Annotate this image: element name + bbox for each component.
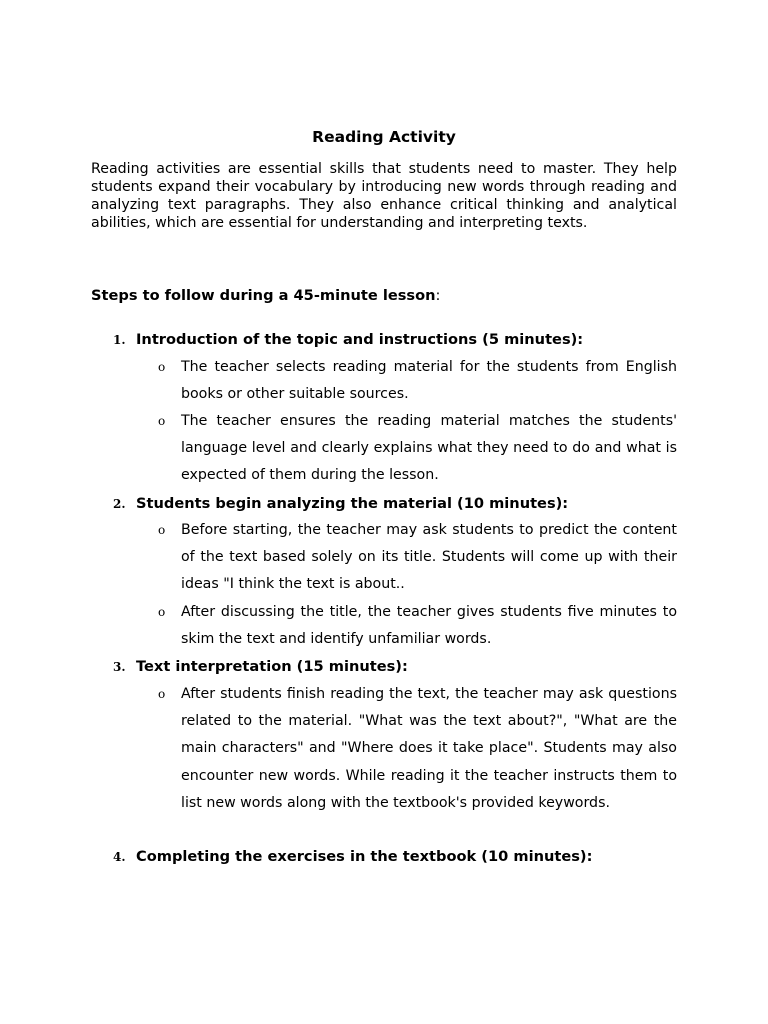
step-title: Introduction of the topic and instructions (5 minutes): — [136, 331, 584, 348]
bullet-icon: o — [158, 605, 166, 619]
step-title: Completing the exercises in the textbook (10 minutes): — [136, 848, 593, 865]
bullet-text: After students finish reading the text, the teacher may ask questions related to the material. "What was the text about?", "What are the main characters" and "Where does it take place". Students may also encounter new words. While reading it the teacher instructs them to list new words along with the textbook's provided keywords. — [181, 686, 677, 811]
bullet-text: The teacher ensures the reading material matches the students' language level and clearly explains what they need to do and what is expected of them during the lesson. — [181, 413, 677, 484]
step-title: Text interpretation (15 minutes): — [136, 658, 408, 675]
bullet-text: Before starting, the teacher may ask students to predict the content of the text based solely on its title. Students will come up with their ideas "I think the text is about.. — [181, 522, 677, 593]
bullet-text: The teacher selects reading material for the students from English books or other suitable sources. — [181, 359, 677, 403]
intro-paragraph: Reading activities are essential skills that students need to master. They help students expand their vocabulary by introducing new words through reading and analyzing text paragraphs. They also enhance critical thinking and analytical abilities, which are essential for understanding and interpreting texts. — [91, 161, 677, 231]
steps-heading-colon: : — [435, 287, 441, 304]
bullet-icon: o — [158, 414, 166, 428]
step-number: 3. — [113, 660, 126, 674]
document-title: Reading Activity — [312, 128, 456, 146]
bullet-icon: o — [158, 360, 166, 374]
steps-heading-text: Steps to follow during a 45-minute lesson — [91, 287, 436, 304]
steps-heading — [91, 287, 440, 305]
bullet-icon: o — [158, 687, 166, 701]
step-number: 1. — [113, 333, 126, 347]
bullet-text: After discussing the title, the teacher gives students five minutes to skim the text and identify unfamiliar words. — [181, 604, 677, 648]
step-number: 2. — [113, 497, 126, 511]
step-number: 4. — [113, 850, 126, 864]
bullet-icon: o — [158, 523, 166, 537]
step-title: Students begin analyzing the material (10 minutes): — [136, 495, 569, 512]
